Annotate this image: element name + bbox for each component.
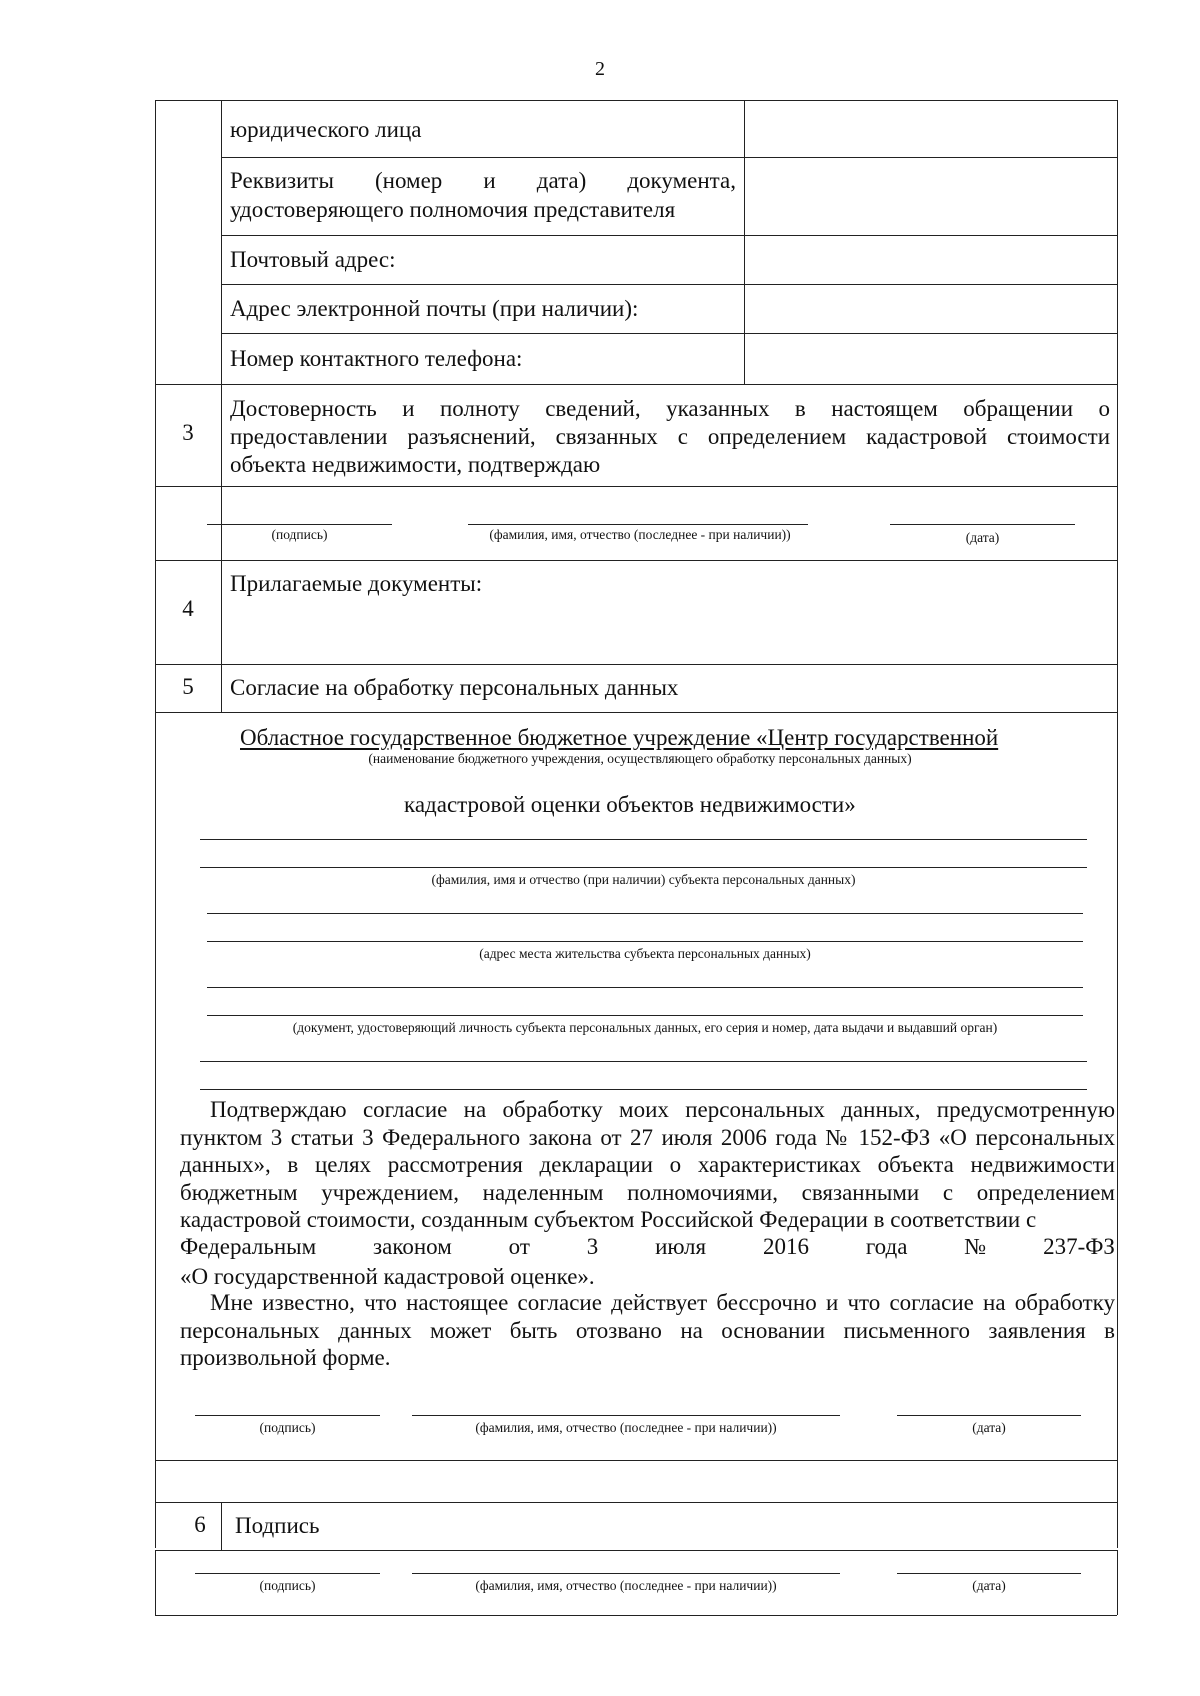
- final-signature-line[interactable]: [195, 1573, 380, 1574]
- phone-value[interactable]: [746, 335, 1115, 383]
- word: 237-ФЗ: [1043, 1234, 1115, 1259]
- column-divider-number: [221, 560, 222, 712]
- table-border-top: [155, 100, 1117, 101]
- row-line: [155, 1502, 1117, 1503]
- attached-documents-label: Прилагаемые документы:: [230, 571, 483, 596]
- row-line: [155, 1550, 1117, 1551]
- organization-name-line2: кадастровой оценки объектов недвижимости»: [404, 792, 856, 817]
- consent-date-line[interactable]: [897, 1415, 1081, 1416]
- row-line: [155, 1460, 1117, 1461]
- postal-address-value[interactable]: [746, 237, 1115, 283]
- word: 2016: [762, 1234, 809, 1259]
- word: от: [508, 1234, 530, 1259]
- legal-entity-value[interactable]: [746, 102, 1115, 156]
- subject-name-line-1[interactable]: [200, 839, 1087, 840]
- consent-label: Согласие на обработку персональных данных: [230, 675, 679, 700]
- full-name-caption: (фамилия, имя, отчество (последнее - при наличии)): [489, 527, 791, 542]
- page-number: 2: [595, 58, 605, 80]
- consent-paragraph-2: Мне известно, что настоящее согласие действует бессрочно и что согласие на обработку персональных данных может быть отозвано на основании письменного заявления в произвольной форме.: [180, 1290, 1115, 1370]
- requisites-label-line2: удостоверяющего полномочия представителя: [230, 197, 676, 222]
- confirmation-line2: предоставлении разъяснений, связанных с определением кадастровой стоимости: [230, 424, 1110, 449]
- confirmation-line3: объекта недвижимости, подтверждаю: [230, 452, 601, 477]
- email-label: Адрес электронной почты (при наличии):: [230, 296, 639, 321]
- subject-address-line-2[interactable]: [207, 941, 1083, 942]
- row-line: [155, 664, 1117, 665]
- section-number-4: 4: [182, 596, 194, 621]
- row-line: [221, 157, 1117, 158]
- word: (номер: [375, 168, 443, 193]
- table-border-bottom: [155, 1615, 1117, 1616]
- organization-name-line1: Областное государственное бюджетное учреждение «Центр государственной: [240, 725, 999, 750]
- row-line: [155, 560, 1117, 561]
- word: Федеральным: [180, 1234, 317, 1259]
- consent-paragraph-1-spread-line: [180, 1234, 1115, 1260]
- word: Реквизиты: [230, 168, 334, 193]
- row-line: [155, 486, 1117, 487]
- table-border-left: [155, 100, 156, 1548]
- phone-label: Номер контактного телефона:: [230, 346, 523, 371]
- email-value[interactable]: [746, 286, 1115, 332]
- requisites-value[interactable]: [746, 159, 1115, 234]
- subject-document-line-2[interactable]: [207, 1015, 1083, 1016]
- table-border-left-bottom: [155, 1550, 156, 1615]
- table-border-right-bottom: [1117, 1550, 1118, 1615]
- signature-caption: (подпись): [271, 527, 328, 542]
- subject-address-line-1[interactable]: [207, 913, 1083, 914]
- column-divider-value: [744, 100, 745, 384]
- section-number-3: 3: [182, 420, 194, 445]
- section-number-6: 6: [194, 1512, 206, 1537]
- final-full-name-line[interactable]: [412, 1573, 840, 1574]
- final-date-caption: (дата): [972, 1578, 1006, 1593]
- subject-name-line-2[interactable]: [200, 867, 1087, 868]
- consent-full-name-caption: (фамилия, имя, отчество (последнее - при наличии)): [475, 1420, 777, 1435]
- consent-full-name-line[interactable]: [412, 1415, 840, 1416]
- organization-caption: (наименование бюджетного учреждения, осуществляющего обработку персональных данных): [368, 751, 912, 766]
- word: №: [964, 1234, 987, 1259]
- signature-line[interactable]: [207, 524, 392, 525]
- requisites-label-line1: [230, 168, 736, 194]
- consent-signature-caption: (подпись): [259, 1420, 316, 1435]
- row-line: [221, 333, 1117, 334]
- signature-section-label: Подпись: [235, 1513, 320, 1538]
- subject-name-caption: (фамилия, имя и отчество (при наличии) субъекта персональных данных): [431, 872, 856, 887]
- subject-document-caption: (документ, удостоверяющий личность субъекта персональных данных, его серия и номер, дата выдачи и выдавший орган): [292, 1020, 998, 1035]
- extra-line-1[interactable]: [200, 1061, 1087, 1062]
- final-date-line[interactable]: [897, 1573, 1081, 1574]
- word: июля: [655, 1234, 707, 1259]
- row-line: [221, 235, 1117, 236]
- consent-date-caption: (дата): [972, 1420, 1006, 1435]
- row-line: [155, 712, 1117, 713]
- consent-paragraph-1: Подтверждаю согласие на обработку моих персональных данных, предусмотренную пунктом 3 статьи 3 Федерального закона от 27 июля 2006 года № 152-ФЗ «О персональных данных», в целях рассмотрения декларации о характеристиках объекта недвижимости бюджетным учреждением, наделенным полномочиями, связанными с определением кадастровой стоимости, созданным субъектом Российской Федерации в соответствии с: [180, 1097, 1115, 1232]
- table-border-right: [1117, 100, 1118, 1548]
- date-caption: (дата): [965, 530, 1000, 545]
- column-divider-number: [221, 100, 222, 560]
- legal-entity-label: юридического лица: [230, 117, 422, 142]
- word: дата): [536, 168, 587, 193]
- postal-address-label: Почтовый адрес:: [230, 247, 396, 272]
- subject-address-caption: (адрес места жительства субъекта персональных данных): [479, 946, 811, 961]
- word: и: [483, 168, 496, 193]
- final-full-name-caption: (фамилия, имя, отчество (последнее - при наличии)): [475, 1578, 777, 1593]
- consent-signature-line[interactable]: [195, 1415, 380, 1416]
- word: законом: [373, 1234, 452, 1259]
- attached-documents-field[interactable]: [223, 600, 1115, 662]
- final-signature-caption: (подпись): [259, 1578, 316, 1593]
- word: документа,: [627, 168, 736, 193]
- confirmation-line1: Достоверность и полноту сведений, указанных в настоящем обращении о: [230, 396, 1110, 421]
- full-name-line[interactable]: [468, 524, 808, 525]
- word: 3: [586, 1234, 599, 1259]
- consent-paragraph-1-end: «О государственной кадастровой оценке».: [180, 1264, 595, 1289]
- section-number-5: 5: [182, 674, 194, 699]
- row-line: [155, 384, 1117, 385]
- extra-line-2[interactable]: [200, 1089, 1087, 1090]
- date-line[interactable]: [890, 524, 1075, 525]
- word: года: [865, 1234, 908, 1259]
- row-line: [221, 284, 1117, 285]
- subject-document-line-1[interactable]: [207, 987, 1083, 988]
